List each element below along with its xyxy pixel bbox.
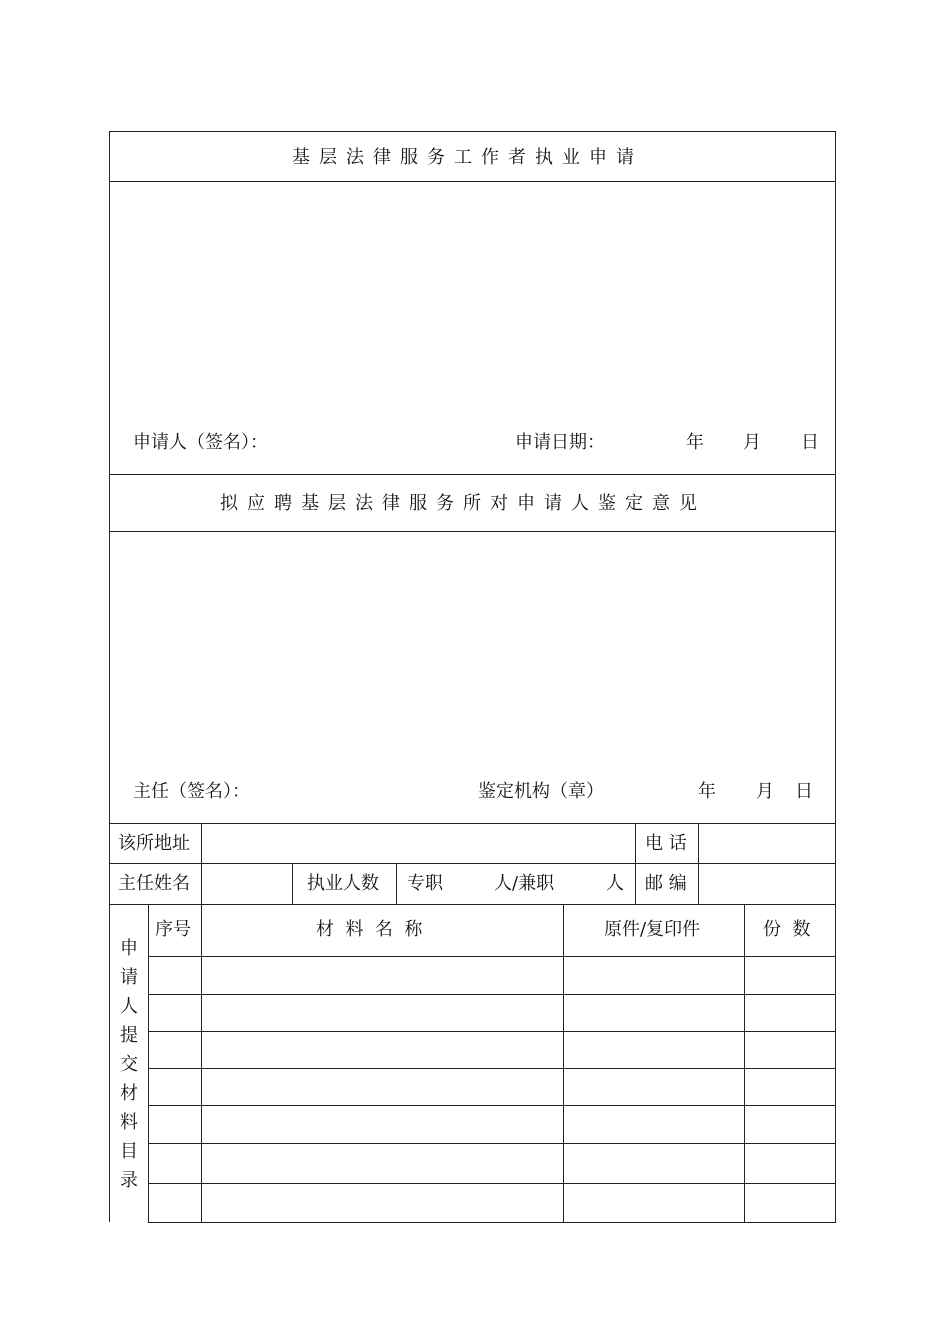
divider-2 <box>109 474 836 475</box>
postcode-field[interactable] <box>700 865 834 903</box>
info-v-count-right <box>396 863 397 904</box>
phone-field[interactable] <box>700 825 834 862</box>
border-left-upper <box>109 131 110 1222</box>
director-name-label: 主任姓名 <box>118 873 190 894</box>
divider-6 <box>109 904 836 905</box>
col-type-header: 原件/复印件 <box>604 919 701 940</box>
parttime-count-field[interactable] <box>560 865 604 903</box>
applicant-statement-area[interactable] <box>111 183 834 423</box>
apply-day-label: 日 <box>801 432 819 453</box>
practitioner-count-label: 执业人数 <box>307 873 379 894</box>
appraisal-opinion-area[interactable] <box>111 533 834 773</box>
materials-entry-rows[interactable] <box>150 958 834 1220</box>
info-v-count-left <box>292 863 293 904</box>
divider-4 <box>109 823 836 824</box>
materials-side-label: 申请人提交材料目录 <box>120 938 138 1191</box>
parttime-label: 人/兼职 <box>494 873 555 894</box>
apply-month-label: 月 <box>743 432 761 453</box>
col-count-header: 份 数 <box>763 919 811 940</box>
appraisal-year-label: 年 <box>698 781 716 802</box>
info-v1 <box>201 823 202 904</box>
info-v-phone <box>635 823 636 904</box>
section-2-title: 拟应聘基层法律服务所对申请人鉴定意见 <box>220 493 706 514</box>
director-name-field[interactable] <box>203 865 291 903</box>
fulltime-count-field[interactable] <box>448 865 492 903</box>
phone-label: 电 话 <box>645 833 687 854</box>
border-right <box>835 131 836 1222</box>
section-1-title: 基层法律服务工作者执业申请 <box>292 147 643 168</box>
apply-date-label: 申请日期： <box>515 432 605 453</box>
info-v-phone-val <box>698 823 699 904</box>
address-field[interactable] <box>203 825 633 862</box>
director-sign-label: 主任（签名）： <box>133 781 250 802</box>
person-suffix: 人 <box>606 873 624 894</box>
divider-5 <box>109 863 836 864</box>
postcode-label: 邮 编 <box>645 873 687 894</box>
applicant-sign-label: 申请人（签名）： <box>133 432 268 453</box>
org-seal-label: 鉴定机构（章） <box>478 781 604 802</box>
mat-row-1 <box>148 956 836 957</box>
border-top <box>109 131 836 132</box>
divider-1 <box>109 181 836 182</box>
mat-v-side <box>148 904 149 1222</box>
fulltime-label: 专职 <box>407 873 443 894</box>
address-label: 该所地址 <box>118 833 190 854</box>
divider-3 <box>109 531 836 532</box>
apply-year-label: 年 <box>686 432 704 453</box>
appraisal-month-label: 月 <box>756 781 774 802</box>
appraisal-day-label: 日 <box>795 781 813 802</box>
border-bottom <box>148 1222 836 1223</box>
col-no-header: 序号 <box>155 919 191 940</box>
col-name-header: 材 料 名 称 <box>316 919 423 940</box>
